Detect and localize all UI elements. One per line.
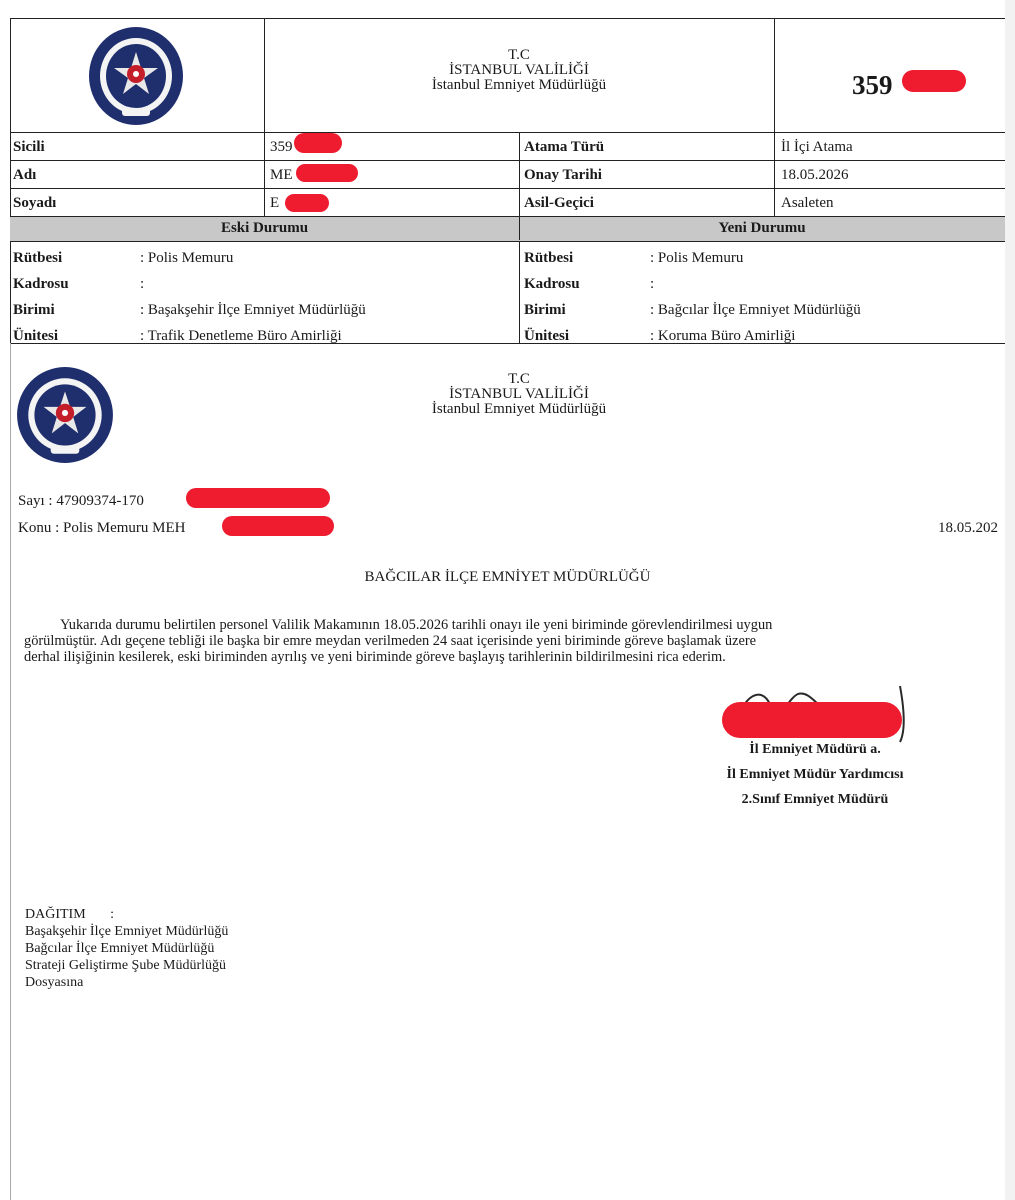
yeni-unite-value: : Koruma Büro Amirliği (650, 328, 796, 344)
sicil-value: 359 (270, 139, 293, 155)
redaction-mark (722, 702, 902, 738)
eski-unite-label: Ünitesi (13, 328, 58, 344)
adi-value: ME (270, 167, 293, 183)
onay-value: 18.05.2026 (781, 167, 849, 183)
page-right-edge (1005, 0, 1015, 1200)
body-line-3: derhal ilişiğinin kesilerek, eski biriminden ayrılış ve yeni biriminde göreve başlayış tarihlerinin bildirilmesini rica ederim. (24, 649, 726, 665)
sicil-label: Sicili (13, 139, 45, 155)
row-divider (10, 160, 1005, 161)
redaction-mark (222, 516, 334, 536)
letter-tc: T.C (508, 371, 530, 387)
header-mudurluk: İstanbul Emniyet Müdürlüğü (431, 77, 607, 93)
police-emblem-icon (14, 364, 116, 466)
eski-kadro-value: : (140, 276, 145, 292)
atama-value: İl İçi Atama (781, 139, 853, 155)
eski-birim-label: Birimi (13, 302, 55, 318)
redaction-mark (902, 70, 966, 92)
eski-durumu-title: Eski Durumu (220, 220, 309, 236)
signature-title-3: 2.Sınıf Emniyet Müdürü (741, 792, 889, 807)
redaction-mark (296, 164, 358, 182)
police-emblem-icon (86, 24, 186, 128)
table-left-border (10, 18, 11, 343)
soyadi-value: E (270, 195, 280, 211)
eski-birim-value: : Başakşehir İlçe Emniyet Müdürlüğü (140, 302, 366, 318)
signature-title-2: İl Emniyet Müdür Yardımcısı (726, 767, 904, 782)
yeni-kadro-label: Kadrosu (524, 276, 580, 292)
table-top-border (10, 18, 1005, 19)
letter-mudurluk: İstanbul Emniyet Müdürlüğü (431, 401, 607, 417)
header-valilik: İSTANBUL VALİLİĞİ (449, 62, 589, 78)
dagitim-item: Bağcılar İlçe Emniyet Müdürlüğü (25, 941, 215, 956)
body-line-1: Yukarıda durumu belirtilen personel Valilik Makamının 18.05.2026 tarihli onayı ile yeni biriminde görevlendirilmesi uygun (60, 617, 773, 633)
atama-label: Atama Türü (524, 139, 605, 155)
row-divider (10, 188, 1005, 189)
yeni-durumu-title: Yeni Durumu (718, 220, 806, 236)
table-bottom-border (10, 343, 1005, 344)
eski-rutbe-label: Rütbesi (13, 250, 63, 266)
konu-line: Konu : Polis Memuru MEH (18, 520, 186, 536)
signature-title-1: İl Emniyet Müdürü a. (749, 742, 881, 757)
letter-valilik: İSTANBUL VALİLİĞİ (449, 386, 589, 402)
header-tc: T.C (508, 47, 530, 63)
sayi-line: Sayı : 47909374-170 (18, 493, 144, 509)
dagitim-item: Strateji Geliştirme Şube Müdürlüğü (25, 958, 227, 973)
dagitim-item: Başakşehir İlçe Emniyet Müdürlüğü (25, 924, 229, 939)
eski-rutbe-value: : Polis Memuru (140, 250, 234, 266)
col-divider (264, 132, 265, 216)
soyadi-label: Soyadı (13, 195, 57, 211)
eski-unite-value: : Trafik Denetleme Büro Amirliği (140, 328, 342, 344)
redaction-mark (186, 488, 330, 508)
recipient-line: BAĞCILAR İLÇE EMNİYET MÜDÜRLÜĞÜ (364, 569, 651, 585)
redaction-mark (285, 194, 329, 212)
asil-label: Asil-Geçici (524, 195, 594, 211)
body-line-2: görülmüştür. Adı geçene tebliği ile başka bir emre meydan verilmeden 24 saat içerisinde yeni biriminde göreve başlamak üzere (24, 633, 757, 649)
redaction-mark (294, 133, 342, 153)
onay-label: Onay Tarihi (524, 167, 602, 183)
header-bottom-border (10, 132, 1005, 133)
yeni-rutbe-label: Rütbesi (524, 250, 574, 266)
page-left-edge (10, 343, 11, 1200)
document-number: 359 (852, 70, 893, 100)
dagitim-title: DAĞITIM : (25, 907, 115, 922)
adi-label: Adı (13, 167, 37, 183)
yeni-rutbe-value: : Polis Memuru (650, 250, 744, 266)
yeni-unite-label: Ünitesi (524, 328, 569, 344)
letter-date: 18.05.202 (938, 520, 998, 536)
dagitim-item: Dosyasına (25, 975, 84, 990)
yeni-birim-label: Birimi (524, 302, 566, 318)
yeni-birim-value: : Bağcılar İlçe Emniyet Müdürlüğü (650, 302, 861, 318)
eski-kadro-label: Kadrosu (13, 276, 69, 292)
asil-value: Asaleten (781, 195, 834, 211)
yeni-kadro-value: : (650, 276, 655, 292)
